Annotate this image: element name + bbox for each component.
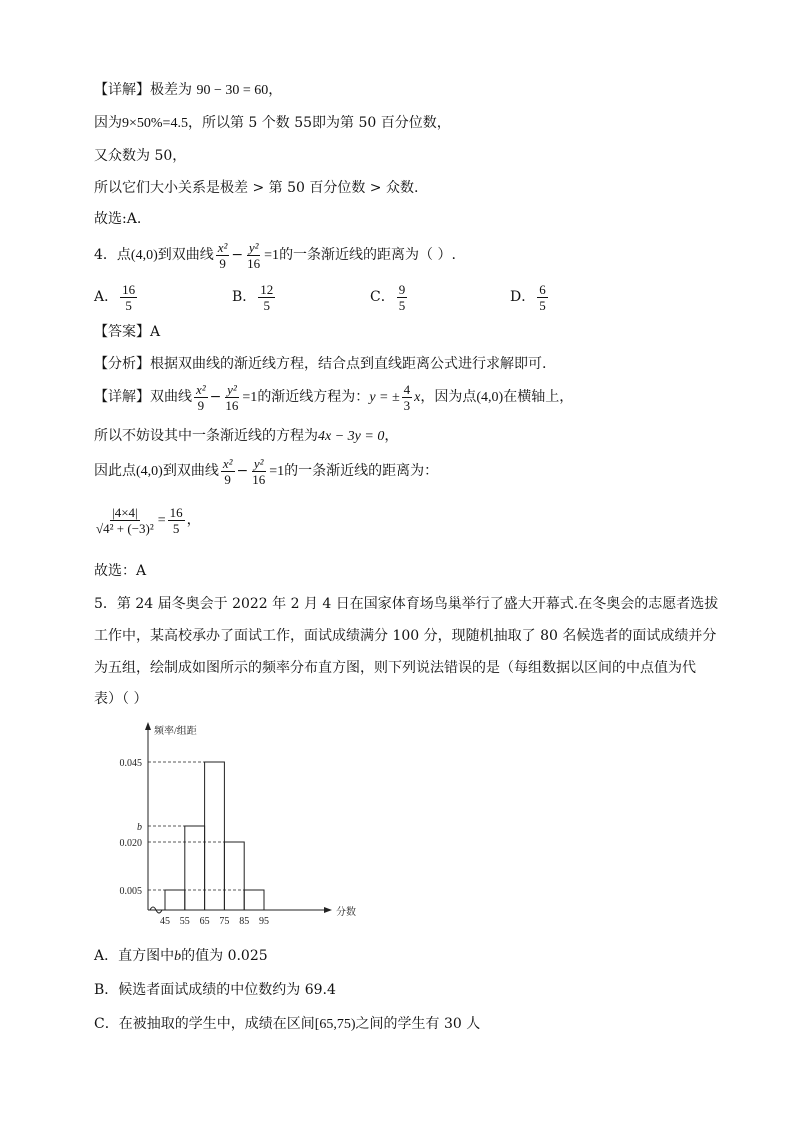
q3-line2 <box>94 113 451 134</box>
q3-detail-line <box>94 80 282 101</box>
y-axis-title: 频率/组距 <box>154 726 197 737</box>
q5-option-a: A．直方图中b的值为 0.025 <box>94 948 268 964</box>
q4-stem: 4．点(4,0)到双曲线 $\frac{\text{x²}}{9}$ − $\frac{\text{y²}}{16}$ =1的一条渐近线的距离为（ ）. <box>94 239 456 271</box>
q4-detail-tag: 【详解】 <box>94 389 150 405</box>
q4-option-a: A． $\frac{16}{5}$ <box>94 281 136 313</box>
q4-line-eq: 所以不妨设其中一条渐近线的方程为4x − 3y = 0， <box>94 428 399 444</box>
q4-option-d: D． $\frac{6}{5}$ <box>510 281 546 313</box>
q4-answer-tag: 【答案】 <box>94 324 150 340</box>
histogram-bar <box>224 842 244 910</box>
q4-answer: A <box>150 324 161 340</box>
q3-line2-a: 因为 <box>94 115 122 131</box>
q5-stem-line2: 工作中，某高校承办了面试工作，面试成绩满分 100 分，现随机抽取了 80 名候选者的面试成绩并分 <box>94 628 717 644</box>
q4-stem-a: 4．点 <box>94 247 131 263</box>
x-axis-arrow <box>324 907 332 913</box>
q5-stem-line1: 5．第 24 届冬奥会于 2022 年 2 月 4 日在国家体育场鸟巢举行了盛大开幕式.在冬奥会的志愿者选拔 <box>94 596 719 612</box>
x-tick-label: 95 <box>259 916 269 927</box>
x-tick-label: 85 <box>239 916 250 927</box>
q4-answer-line <box>94 322 160 342</box>
q4-eq: =1 <box>264 248 280 263</box>
q3-detail-text: 极差为 <box>150 82 192 98</box>
x-tick-label: 45 <box>160 916 170 927</box>
histogram-bar <box>165 890 185 910</box>
y-axis-arrow <box>145 722 151 730</box>
q5-stem-line4: 表）（ ） <box>94 691 148 707</box>
q4-distance-formula: $\frac{|4\times 4|}{\text{√4² + (−3)²}}$ = $\frac{16}{5}$ ， <box>96 504 201 536</box>
q4-choose: 故选：A <box>94 563 147 579</box>
q4-frac-x: $\frac{\text{x²}}{9}$ <box>217 239 228 271</box>
q5-option-c: C．在被抽取的学生中，成绩在区间[65,75)之间的学生有 30 人 <box>94 1016 481 1032</box>
x-tick-label: 65 <box>199 916 210 927</box>
q4-stem-c: 的一条渐近线的距离为（ ）. <box>279 247 456 263</box>
q4-analysis-tag: 【分析】 <box>94 356 150 372</box>
q4-stem-b: 到双曲线 <box>157 247 214 263</box>
y-tick-label: 0.020 <box>119 838 142 849</box>
x-tick-label: 55 <box>179 916 190 927</box>
q4-asymptote-eq: 4x − 3y = 0 <box>318 429 385 444</box>
q3-detail-tag: 【详解】 <box>94 82 150 98</box>
q5-stem-line3: 为五组，绘制成如图所示的频率分布直方图，则下列说法错误的是（每组数据以区间的中点值为代 <box>94 660 696 676</box>
q5-option-b: B．候选者面试成绩的中位数约为 69.4 <box>94 982 336 998</box>
q4-option-b: B． $\frac{12}{5}$ <box>232 281 274 313</box>
q4-detail-line: 【详解】双曲线 $\frac{\text{x²}}{9}$ − $\frac{\text{y²}}{16}$ =1的渐近线方程为：y = ± $\frac{4}{3}$ x，因为点(4,0)在横轴上， <box>94 381 574 413</box>
q4-option-c: C． $\frac{9}{5}$ <box>370 281 406 313</box>
frequency-histogram <box>100 722 356 932</box>
y-tick-label: b <box>137 822 142 833</box>
q4-asymptote: y = ± <box>369 390 400 405</box>
x-tick-label: 75 <box>219 916 230 927</box>
q4-analysis-line <box>94 354 546 374</box>
x-axis-title: 分数 <box>336 907 356 918</box>
q4-distance-intro: 因此点(4,0)到双曲线 $\frac{\text{x²}}{9}$ − $\frac{\text{y²}}{16}$ =1的一条渐近线的距离为： <box>94 455 439 487</box>
q4-frac-y: $\frac{\text{y²}}{16}$ <box>247 239 261 271</box>
q3-percentile-expr: 9×50%=4.5 <box>122 116 188 131</box>
histogram-bar <box>185 826 205 910</box>
q3-range-expr: 90 − 30 = 60， <box>196 83 283 98</box>
q4-analysis: 根据双曲线的渐近线方程，结合点到直线距离公式进行求解即可. <box>150 356 547 372</box>
q3-line3: 又众数为 50， <box>94 148 187 164</box>
q3-line4: 所以它们大小关系是极差 > 第 50 百分位数 > 众数. <box>94 180 419 196</box>
q3-answer: 故选:A. <box>94 211 142 227</box>
y-tick-label: 0.045 <box>119 758 142 769</box>
histogram-bar <box>244 890 264 910</box>
q4-point: (4,0) <box>130 248 158 263</box>
q3-line2-b: ，所以第 5 个数 55即为第 50 百分位数， <box>187 115 451 131</box>
histogram-bar <box>205 762 225 910</box>
y-tick-label: 0.005 <box>119 886 142 897</box>
